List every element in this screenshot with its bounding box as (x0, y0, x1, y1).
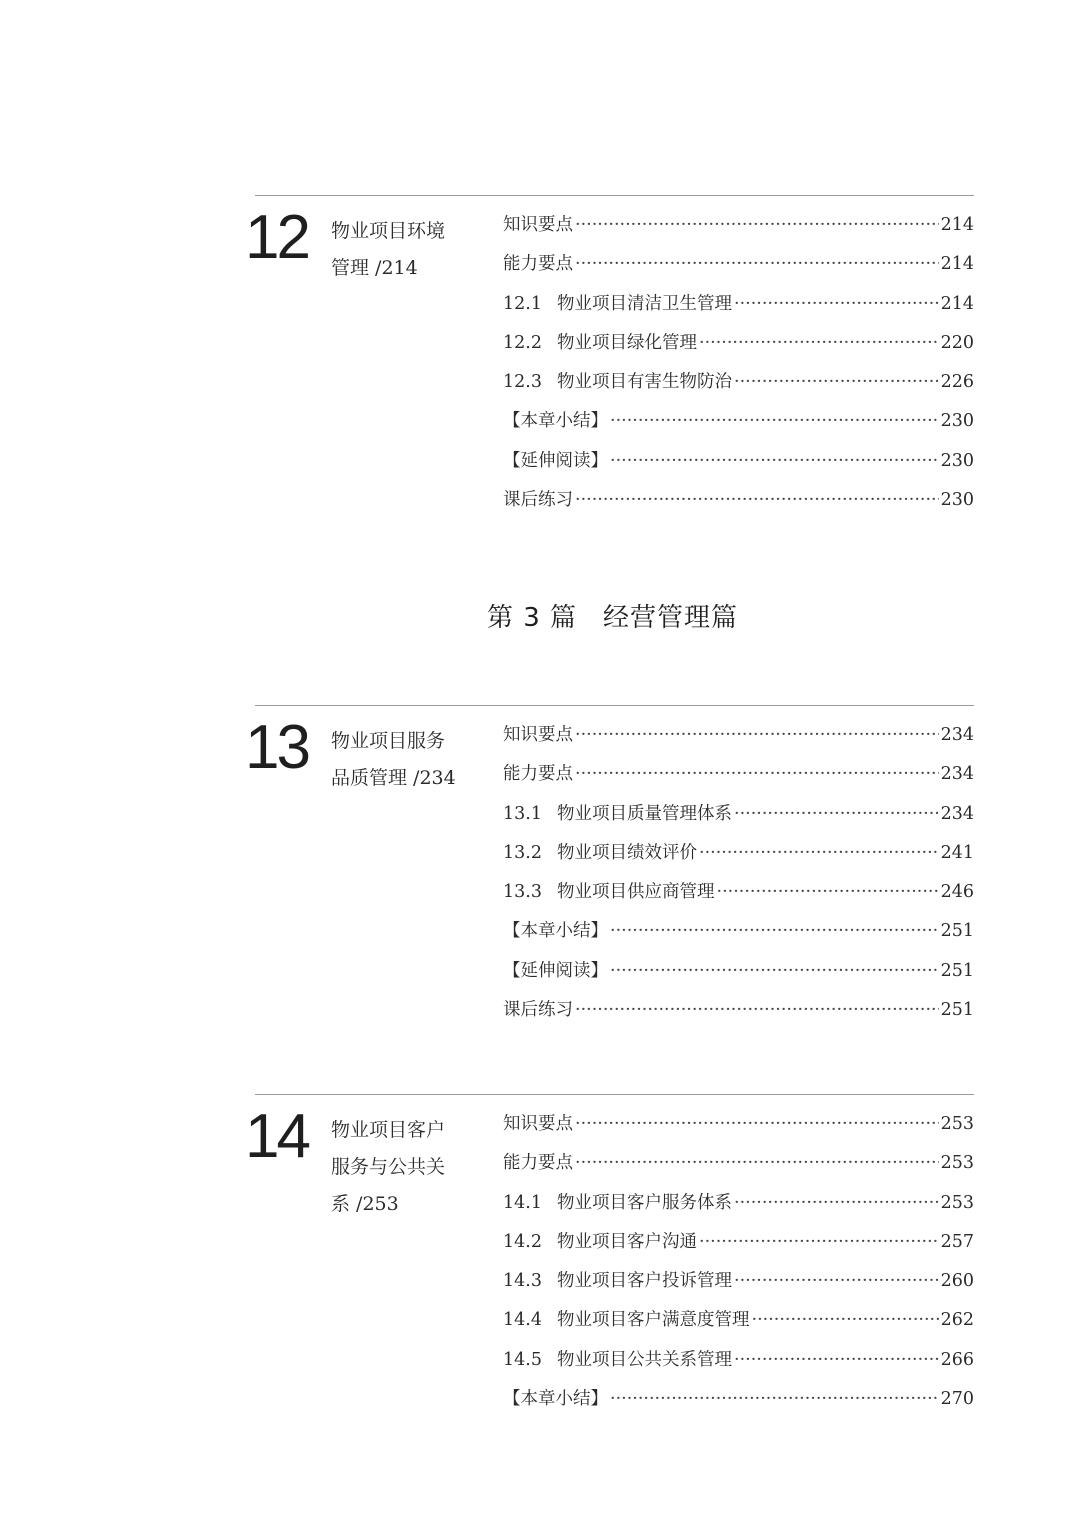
toc-entry[interactable] (503, 1223, 974, 1262)
entry-title: 能力要点 (503, 1153, 573, 1174)
toc-entry[interactable] (503, 1341, 974, 1380)
entry-page: 266 (940, 1349, 974, 1370)
toc-entry[interactable] (503, 1184, 974, 1223)
entry-title: 能力要点 (503, 764, 573, 785)
entry-title: 【本章小结】 (503, 921, 608, 942)
entry-page: 230 (940, 490, 974, 511)
toc-entry[interactable] (503, 1301, 974, 1340)
chapter-14 (245, 1094, 974, 1424)
entry-page: 214 (940, 293, 974, 314)
entry-section: 14.2 (503, 1231, 542, 1252)
chapter-divider (255, 1094, 974, 1095)
entry-section: 12.1 (503, 293, 542, 314)
entry-page: 234 (940, 764, 974, 785)
dot-leader (734, 1341, 939, 1380)
dot-leader (575, 245, 939, 284)
entry-page: 226 (940, 372, 974, 393)
toc-entry[interactable] (503, 755, 974, 794)
chapter-number: 14 (245, 1102, 308, 1171)
dot-leader (575, 991, 939, 1030)
entry-page: 251 (940, 1000, 974, 1021)
dot-leader (699, 834, 939, 873)
dot-leader (575, 755, 939, 794)
entry-page: 251 (940, 960, 974, 981)
entry-title: 物业项目有害生物防治 (557, 372, 732, 393)
chapter-number: 13 (245, 713, 308, 782)
chapter-number: 12 (245, 203, 308, 272)
entry-title: 【本章小结】 (503, 411, 608, 432)
toc-entry[interactable] (503, 1105, 974, 1144)
entry-title: 知识要点 (503, 215, 573, 235)
entry-title: 物业项目客户沟通 (557, 1231, 697, 1252)
chapter-12 (245, 195, 974, 525)
toc-entry[interactable] (503, 873, 974, 912)
entry-title: 知识要点 (503, 1114, 573, 1134)
entry-page: 251 (940, 921, 974, 942)
toc-entry[interactable] (503, 834, 974, 873)
dot-leader (699, 1223, 939, 1262)
dot-leader (752, 1301, 939, 1340)
entry-title: 知识要点 (503, 725, 573, 745)
dot-leader (575, 206, 939, 245)
entry-section: 14.4 (503, 1310, 542, 1331)
entry-page: 234 (940, 803, 974, 824)
chapter-title-line: 物业项目服务 (331, 730, 446, 752)
part-label: 第 3 篇 (486, 603, 578, 633)
entry-section: 14.3 (503, 1271, 542, 1292)
toc-entry[interactable] (503, 1262, 974, 1301)
entry-page: 253 (940, 1153, 974, 1174)
dot-leader (610, 912, 939, 951)
toc-entry[interactable] (503, 206, 974, 245)
entry-title: 【延伸阅读】 (503, 450, 608, 471)
dot-leader (575, 716, 939, 755)
dot-leader (734, 795, 939, 834)
dot-leader (610, 1380, 939, 1419)
entry-page: 230 (940, 450, 974, 471)
dot-leader (734, 285, 939, 324)
entry-title: 物业项目绿化管理 (557, 332, 697, 353)
chapter-title-line: 系 /253 (331, 1193, 399, 1215)
toc-entry[interactable] (503, 1380, 974, 1419)
chapter-title-line: 物业项目客户 (331, 1119, 446, 1141)
entry-page: 257 (940, 1231, 974, 1252)
chapter-title-line: 服务与公共关 (331, 1156, 446, 1178)
entry-title: 物业项目清洁卫生管理 (557, 293, 732, 314)
part-name: 经营管理篇 (603, 603, 739, 633)
toc-entries (503, 716, 974, 1030)
entry-title: 物业项目客户服务体系 (557, 1192, 732, 1213)
dot-leader (734, 1184, 939, 1223)
dot-leader (699, 324, 939, 363)
entry-title: 物业项目绩效评价 (557, 842, 697, 863)
entry-section: 14.1 (503, 1192, 542, 1213)
toc-entry[interactable] (503, 402, 974, 441)
entry-title: 物业项目客户投诉管理 (557, 1271, 732, 1292)
entry-title: 物业项目客户满意度管理 (557, 1310, 750, 1331)
dot-leader (610, 402, 939, 441)
dot-leader (575, 1144, 939, 1183)
toc-entry[interactable] (503, 285, 974, 324)
chapter-title-line: 品质管理 /234 (331, 767, 456, 789)
entry-title: 课后练习 (503, 1000, 573, 1021)
dot-leader (734, 1262, 939, 1301)
entry-page: 253 (940, 1114, 974, 1134)
toc-entry[interactable] (503, 481, 974, 520)
entry-section: 14.5 (503, 1349, 542, 1370)
entry-page: 246 (940, 882, 974, 903)
chapter-title-line: 物业项目环境 (331, 220, 446, 242)
toc-entry[interactable] (503, 795, 974, 834)
entry-title: 【延伸阅读】 (503, 960, 608, 981)
chapter-title (331, 723, 461, 797)
toc-entry[interactable] (503, 363, 974, 402)
entry-page: 270 (940, 1389, 974, 1410)
entry-page: 262 (940, 1310, 974, 1331)
dot-leader (610, 952, 939, 991)
dot-leader (575, 481, 939, 520)
chapter-divider (255, 195, 974, 196)
toc-entry[interactable] (503, 716, 974, 755)
entry-title: 物业项目质量管理体系 (557, 803, 732, 824)
dot-leader (734, 363, 939, 402)
chapter-title (331, 1112, 461, 1223)
entry-title: 能力要点 (503, 254, 573, 275)
entry-section: 12.2 (503, 332, 542, 353)
entry-page: 214 (940, 254, 974, 275)
chapter-title (331, 213, 461, 287)
entry-page: 220 (940, 332, 974, 353)
entry-page: 234 (940, 725, 974, 745)
toc-entry[interactable] (503, 245, 974, 284)
entry-title: 物业项目公共关系管理 (557, 1349, 732, 1370)
toc-entry[interactable] (503, 912, 974, 951)
toc-entry[interactable] (503, 952, 974, 991)
toc-entry[interactable] (503, 442, 974, 481)
entry-section: 13.3 (503, 882, 542, 903)
entry-page: 214 (940, 215, 974, 235)
entry-section: 13.1 (503, 803, 542, 824)
entry-page: 260 (940, 1271, 974, 1292)
part-heading (0, 596, 1080, 640)
dot-leader (717, 873, 939, 912)
toc-entry[interactable] (503, 324, 974, 363)
toc-entries (503, 206, 974, 520)
dot-leader (610, 442, 939, 481)
entry-page: 253 (940, 1192, 974, 1213)
toc-entry[interactable] (503, 1144, 974, 1183)
entry-section: 12.3 (503, 372, 542, 393)
chapter-title-line: 管理 /214 (331, 257, 418, 279)
entry-page: 230 (940, 411, 974, 432)
entry-title: 【本章小结】 (503, 1389, 608, 1410)
entry-section: 13.2 (503, 842, 542, 863)
toc-entries (503, 1105, 974, 1419)
dot-leader (575, 1105, 939, 1144)
toc-entry[interactable] (503, 991, 974, 1030)
entry-page: 241 (940, 842, 974, 863)
chapter-divider (255, 705, 974, 706)
entry-title: 课后练习 (503, 490, 573, 511)
chapter-13 (245, 705, 974, 1035)
entry-title: 物业项目供应商管理 (557, 882, 715, 903)
